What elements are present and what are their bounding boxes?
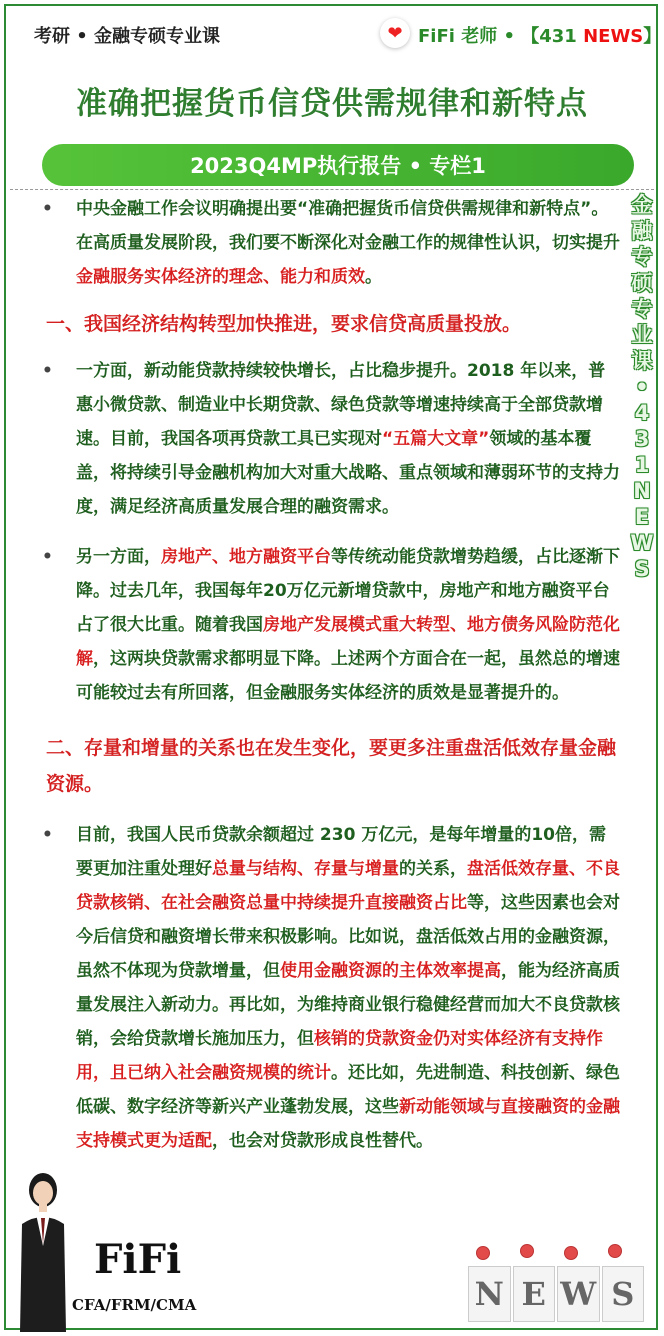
text: 目前，我国人民币贷款余额超过 230 万亿元，是每年增量的10倍，需要更加注重处理好 (76, 825, 606, 879)
header (0, 0, 664, 66)
credentials: CFA/FRM/CMA (72, 1296, 197, 1314)
divider (10, 189, 654, 190)
text: 领域的基本覆盖，将持续引导金融机构加大对重大战略、重点领域和薄弱环节的支持力度，满足经济高质量发展合理的融资需求。 (76, 429, 620, 517)
news-letter: W (557, 1266, 600, 1322)
text: 的关系， (399, 859, 467, 879)
side-char: S (634, 557, 650, 581)
side-char: W (630, 531, 654, 555)
side-char: 业 (631, 323, 653, 347)
author-prefix: FiFi 老师 • 【431 (418, 26, 584, 47)
bullet-icon: • (42, 361, 53, 381)
paragraph-traditional (20, 540, 620, 710)
text: 一方面，新动能贷款持续较快增长，占比稳步提升。2018 年以来，普惠小微贷款、制造业中长期贷款、绿色贷款等增速持续高于全部贷款增速。目前，我国各项再贷款工具已实现对 (76, 361, 606, 449)
pin-icon (520, 1244, 534, 1258)
paragraph-intro (20, 192, 620, 294)
highlight: 盘活低效存量、不良贷款核销、在社会融资总量中持续提升直接融资占比 (76, 859, 620, 913)
side-char: 硕 (631, 271, 653, 295)
side-char: • (635, 375, 649, 399)
text: 。还比如，先进制造、科技创新、绿色低碳、数字经济等新兴产业蓬勃发展，这些 (76, 1063, 620, 1117)
pin-icon (564, 1246, 578, 1260)
text: ，能为经济高质量发展注入新动力。再比如，为维持商业银行稳健经营而加大不良贷款核销，会给贷款增长施加压力，但 (76, 961, 620, 1049)
teacher-avatar (14, 1168, 72, 1332)
side-char: 1 (634, 453, 650, 477)
highlight: 金融服务实体经济的理念、能力和质效 (76, 267, 365, 287)
side-char: 金 (631, 193, 653, 217)
text: ，也会对贷款形成良性替代。 (212, 1131, 433, 1151)
text: 中央金融工作会议明确提出要“准确把握货币信贷供需规律和新特点”。在高质量发展阶段，我们要不断深化对金融工作的规律性认识，切实提升 (76, 199, 620, 253)
news-letter: N (468, 1266, 511, 1322)
highlight: 房地产发展模式重大转型、地方债务风险防范化解 (76, 615, 620, 669)
highlight: 新动能领域与直接融资的金融支持模式更为适配 (76, 1097, 620, 1151)
text: 等，这些因素也会对今后信贷和融资增长带来积极影响。比如说，盘活低效占用的金融资源，虽然不体现为贷款增量，但 (76, 893, 620, 981)
news-letter: S (602, 1266, 645, 1322)
side-char: N (633, 479, 651, 503)
side-char: 4 (634, 401, 650, 425)
highlight: 使用金融资源的主体效率提高 (280, 961, 501, 981)
author-suffix: 】 (643, 26, 662, 47)
text: 。 (365, 267, 382, 287)
highlight: 房地产、地方融资平台 (161, 547, 331, 567)
fifi-logo: FiFi (94, 1236, 182, 1283)
paragraph-new-momentum (20, 354, 620, 524)
highlight: “五篇大文章” (382, 429, 490, 449)
bullet-icon: • (42, 199, 53, 219)
side-char: 3 (634, 427, 650, 451)
side-char: 专 (631, 245, 653, 269)
text: 另一方面， (76, 547, 161, 567)
pin-icon (608, 1244, 622, 1258)
highlight: 核销的贷款资金仍对实体经济有支持作用，且已纳入社会融资规模的统计 (76, 1029, 603, 1083)
news-label: NEWS (583, 26, 644, 47)
section-heading-2: 二、存量和增量的关系也在发生变化，要更多注重盘活低效存量金融资源。 (46, 737, 617, 795)
bullet-icon: • (42, 825, 53, 845)
page-title: 准确把握货币信贷供需规律和新特点 (76, 86, 588, 122)
news-logo (468, 1266, 644, 1322)
article-body (20, 192, 620, 1158)
section-heading-1: 一、我国经济结构转型加快推进，要求信贷高质量投放。 (46, 313, 522, 335)
side-label (622, 192, 662, 582)
paragraph-stock-flow (20, 818, 620, 1158)
bullet-icon: • (42, 547, 53, 567)
side-char: 课 (631, 349, 653, 373)
course-label: 考研 • 金融专硕专业课 (34, 26, 221, 47)
text: 等传统动能贷款增势趋缓，占比逐渐下降。过去几年，我国每年20万亿元新增贷款中，房地产和地方融资平台占了很大比重。随着我国 (76, 547, 620, 635)
highlight: 总量与结构、存量与增量 (212, 859, 399, 879)
heart-icon: ❤ (380, 18, 410, 48)
side-char: 专 (631, 297, 653, 321)
news-letter: E (513, 1266, 556, 1322)
side-char: E (634, 505, 650, 529)
text: ，这两块贷款需求都明显下降。上述两个方面合在一起，虽然总的增速可能较过去有所回落，但金融服务实体经济的质效是显著提升的。 (76, 649, 620, 703)
report-banner: 2023Q4MP执行报告 • 专栏1 (42, 144, 634, 186)
author-label (418, 22, 661, 48)
pin-icon (476, 1246, 490, 1260)
side-char: 融 (631, 219, 653, 243)
